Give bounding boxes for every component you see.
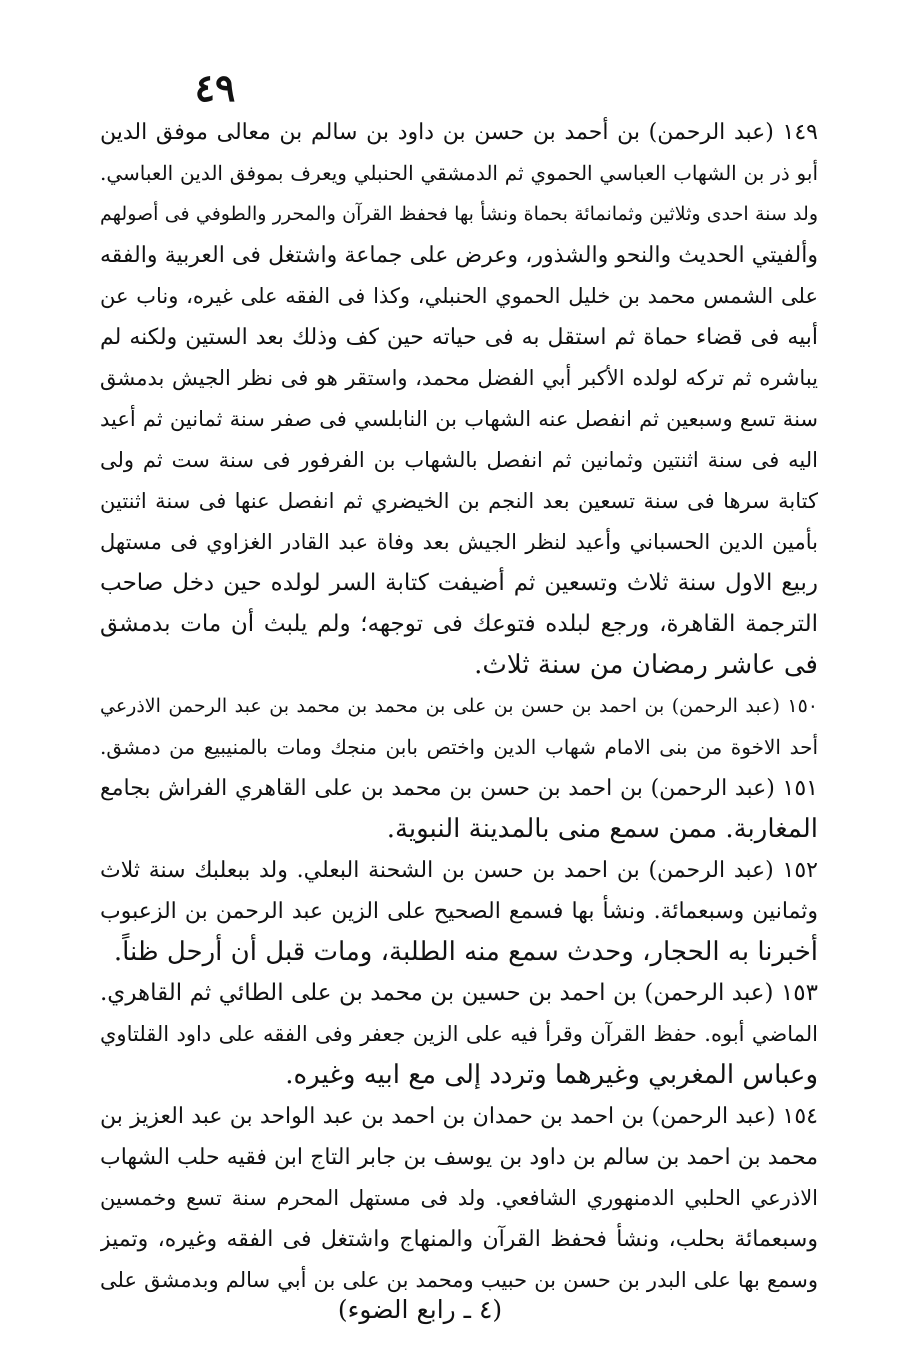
footer-signature: (٤ ـ رابع الضوء) (337, 1295, 503, 1324)
text-line: كتابة سرها فى سنة تسعين بعد النجم بن الخيضري ثم انفصل عنها فى سنة اثنتين (100, 489, 818, 513)
text-line: وسبعمائة بحلب، ونشأ فحفظ القرآن والمنهاج واشتغل فى الفقه وغيره، وتميز (100, 1227, 818, 1252)
text-line: أبو ذر بن الشهاب العباسي الحموي ثم الدمشقي الحنبلي ويعرف بموفق الدين العباسي. (100, 161, 818, 185)
page-number: ٤٩ (194, 65, 236, 110)
text-line: أخبرنا به الحجار، وحدث سمع منه الطلبة، ومات قبل أن أرحل ظناً. (113, 937, 818, 967)
text-line: فى عاشر رمضان من سنة ثلاث. (474, 650, 818, 680)
text-line: محمد بن احمد بن سالم بن داود بن يوسف بن جابر التاج ابن فقيه حلب الشهاب (100, 1145, 818, 1170)
text-line: ١٥٤ (عبد الرحمن) بن احمد بن حمدان بن احمد بن عبد الواحد بن عبد العزيز بن (100, 1104, 818, 1129)
text-line: يباشره ثم تركه لولده الأكبر أبي الفضل محمد، واستقر هو فى نظر الجيش بدمشق (100, 366, 818, 390)
text-line: ١٥١ (عبد الرحمن) بن احمد بن حسن بن محمد بن على القاهري الفراش بجامع (100, 776, 818, 801)
text-line: ١٥٢ (عبد الرحمن) بن احمد بن حسن بن الشحنة البعلي. ولد ببعلبك سنة ثلاث (100, 858, 818, 883)
text-line: ولد سنة احدى وثلاثين وثمانمائة بحماة ونشأ بها فحفظ القرآن والمحرر والطوفي فى أصولهم (100, 203, 818, 225)
text-line: على الشمس محمد بن خليل الحموي الحنبلي، وكذا فى الفقه على غيره، وناب عن (100, 284, 818, 308)
text-line: ١٥٠ (عبد الرحمن) بن احمد بن حسن بن على بن محمد بن محمد بن عبد الرحمن الاذرعي (100, 695, 818, 717)
text-line: المغاربة. ممن سمع منى بالمدينة النبوية. (386, 814, 818, 844)
text-line: الاذرعي الحلبي الدمنهوري الشافعي. ولد فى مستهل المحرم سنة تسع وخمسين (100, 1186, 818, 1210)
text-line: ربيع الاول سنة ثلاث وتسعين ثم أضيفت كتابة السر لولده حين دخل صاحب (100, 570, 818, 596)
text-line: وعباس المغربي وغيرهما وتردد إلى مع ابيه وغيره. (285, 1060, 818, 1090)
text-line: بأمين الدين الحسباني وأعيد لنظر الجيش بعد وفاة عبد القادر الغزاوي فى مستهل (100, 530, 818, 554)
text-line: أحد الاخوة من بنى الامام شهاب الدين واختص بابن منجك ومات بالمنيبيع من دمشق. (100, 735, 818, 759)
text-line: الترجمة القاهرة، ورجع لبلده فتوعك فى توجهه؛ ولم يلبث أن مات بدمشق (100, 611, 818, 637)
text-line: الماضي أبوه. حفظ القرآن وقرأ فيه على الزين جعفر وفى الفقه على داود القلتاوي (100, 1022, 818, 1046)
biography-text (100, 112, 818, 1301)
text-line: وثمانين وسبعمائة. ونشأ بها فسمع الصحيح على الزين عبد الرحمن بن الزعبوب (100, 899, 818, 924)
text-line: أبيه فى قضاء حماة ثم استقل به فى حياته حين كف وذلك بعد الستين ولكنه لم (100, 325, 818, 350)
text-line: سنة تسع وسبعين ثم انفصل عنه الشهاب بن النابلسي فى صفر سنة ثمانين ثم أعيد (100, 407, 818, 431)
text-line: اليه فى سنة اثنتين وثمانين ثم انفصل بالشهاب بن الفرفور فى سنة ست ثم ولى (100, 448, 818, 472)
text-line: وألفيتي الحديث والنحو والشذور، وعرض على جماعة واشتغل فى العربية والفقه (100, 243, 818, 268)
text-line: وسمع بها على البدر بن حسن بن حبيب ومحمد بن على بن أبي سالم وبدمشق على (100, 1268, 818, 1292)
text-line: ١٥٣ (عبد الرحمن) بن احمد بن حسين بن محمد بن على الطائي ثم القاهري. (100, 980, 818, 1006)
text-line: ١٤٩ (عبد الرحمن) بن أحمد بن حسن بن داود بن سالم بن معالى موفق الدين (100, 120, 818, 145)
